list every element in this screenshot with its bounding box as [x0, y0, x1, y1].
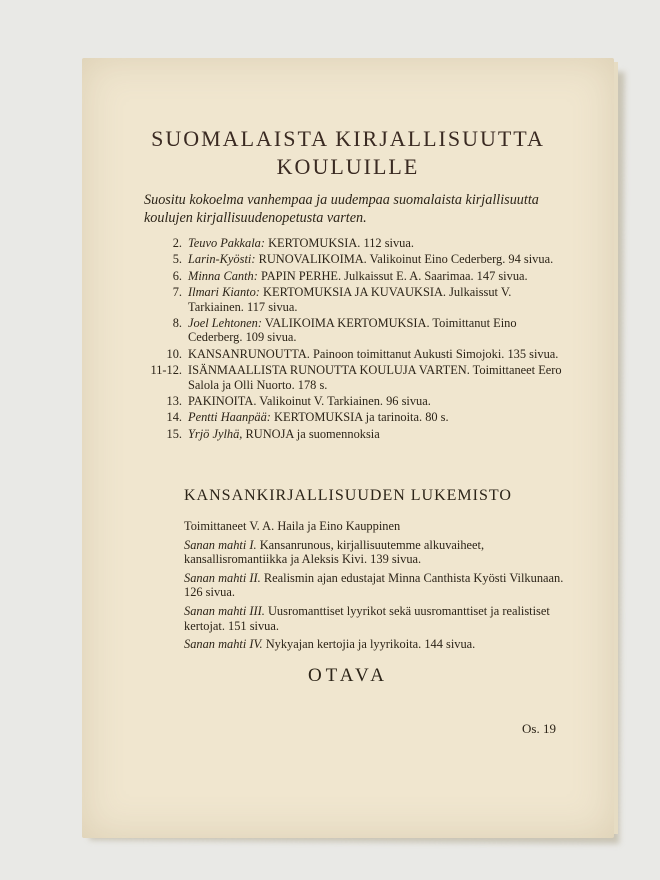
item-author: Larin-Kyösti: [188, 252, 256, 267]
item-number: 15. [166, 426, 182, 441]
volume-text: Realismin ajan edustajat Minna Canthista Kyösti Vilkunaan. 126 sivua. [184, 570, 564, 600]
volume-text: Nykyajan kertojia ja lyyrikoita. 144 sivua. [265, 637, 476, 652]
item-text: ISÄNMAALLISTA RUNOUTTA KOULUJA VARTEN. Toimittaneet Eero Salola ja Olli Nuorto. 178 s. [188, 363, 562, 392]
item-number: 14. [166, 410, 182, 425]
list-item [136, 252, 566, 266]
book-back-cover [82, 58, 614, 838]
list-item [136, 427, 566, 441]
item-text: KERTOMUKSIA ja tarinoita. 80 s. [274, 410, 449, 425]
list-item [136, 394, 566, 408]
item-text: RUNOJA ja suomennoksia [245, 426, 380, 441]
item-text: KERTOMUKSIA JA KUVAUKSIA. Julkaissut V. Tarkiainen. 117 sivua. [188, 285, 512, 314]
item-author: Ilmari Kianto: [188, 285, 260, 300]
volume-name: Sanan mahti I. [184, 537, 257, 552]
section-volumes [184, 519, 564, 656]
cover-title-line2: KOULUILLE [276, 154, 420, 179]
list-item [184, 604, 564, 633]
item-author: Teuvo Pakkala: [188, 236, 265, 250]
volume-text: Kansanrunous, kirjallisuutemme alkuvaiheet, kansallisromantiikka ja Aleksis Kivi. 139 sivua. [184, 537, 485, 567]
editors-line: Toimittaneet V. A. Haila ja Eino Kauppinen [184, 519, 401, 533]
item-text: KERTOMUKSIA. 112 sivua. [268, 236, 414, 250]
item-number: 10. [166, 346, 182, 361]
publisher-name: OTAVA [307, 665, 389, 686]
volume-text: Uusromanttiset lyyrikot sekä uusromanttiset ja realistiset kertojat. 151 sivua. [184, 603, 550, 633]
list-item [184, 637, 564, 652]
book-list [136, 236, 566, 443]
item-author: Minna Canth: [188, 268, 258, 283]
list-item [136, 285, 566, 314]
list-item [136, 316, 566, 345]
item-author: Pentti Haanpää: [188, 410, 271, 425]
list-item [136, 269, 566, 283]
list-item [136, 347, 566, 361]
cover-intro: Suositu kokoelma vanhempaa ja uudempaa suomalaista kirjallisuutta koulujen kirjallisuudenopetusta varten. [144, 192, 539, 226]
item-text: KANSANRUNOUTTA. Painoon toimittanut Aukusti Simojoki. 135 sivua. [188, 346, 559, 361]
volume-name: Sanan mahti IV. [184, 637, 263, 652]
list-item [136, 236, 566, 250]
item-number: 11-12. [150, 363, 182, 378]
item-number: 2. [172, 236, 182, 250]
item-number: 5. [172, 252, 182, 267]
list-item [136, 363, 566, 392]
item-text: RUNOVALIKOIMA. Valikoinut Eino Cederberg. 94 sivua. [258, 252, 554, 267]
list-item [184, 571, 564, 600]
item-text: PAKINOITA. Valikoinut V. Tarkiainen. 96 sivua. [188, 394, 431, 409]
item-number: 7. [172, 285, 182, 300]
item-text: PAPIN PERHE. Julkaissut E. A. Saarimaa. 147 sivua. [260, 268, 528, 283]
volume-name: Sanan mahti II. [184, 570, 261, 585]
cover-title-line1: SUOMALAISTA KIRJALLISUUTTA [151, 126, 545, 151]
item-author: Yrjö Jylhä, [188, 426, 243, 441]
item-text: VALIKOIMA KERTOMUKSIA. Toimittanut Eino Cederberg. 109 sivua. [188, 316, 517, 345]
list-item [184, 538, 564, 567]
volume-name: Sanan mahti III. [184, 603, 265, 618]
section-title: KANSANKIRJALLISUUDEN LUKEMISTO [184, 487, 512, 504]
series-code: Os. 19 [522, 721, 556, 736]
list-item [136, 410, 566, 424]
item-number: 8. [172, 316, 182, 331]
item-author: Joel Lehtonen: [188, 316, 262, 331]
item-number: 13. [166, 394, 182, 409]
item-number: 6. [172, 268, 182, 283]
